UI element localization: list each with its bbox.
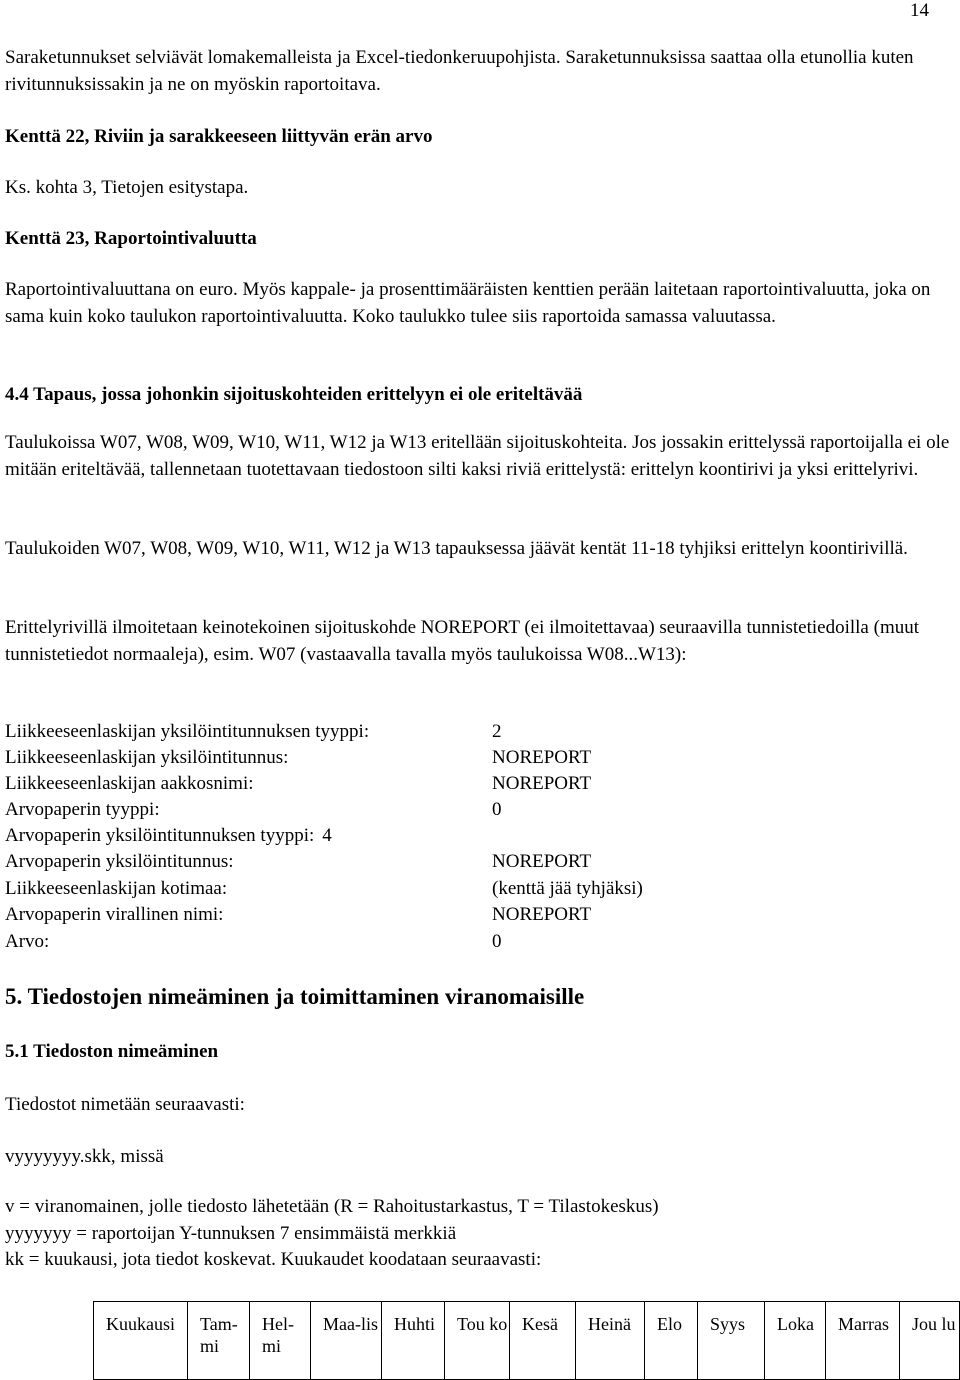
identifier-row	[5, 745, 905, 771]
month-cell: Tam-mi	[188, 1302, 250, 1380]
identifier-label: Arvopaperin tyyppi:	[5, 799, 160, 820]
identifier-value: 4	[322, 825, 332, 846]
identifier-label: Liikkeeseenlaskijan yksilöintitunnus:	[5, 747, 289, 768]
field22-heading: Kenttä 22, Riviin ja sarakkeeseen liittyvän erän arvo	[5, 126, 433, 147]
identifier-value: NOREPORT	[492, 904, 592, 925]
identifier-label: Arvopaperin yksilöintitunnuksen tyyppi:	[5, 825, 315, 846]
identifier-label: Liikkeeseenlaskijan kotimaa:	[5, 878, 228, 899]
identifier-value: 0	[492, 799, 502, 820]
identifier-label: Liikkeeseenlaskijan aakkosnimi:	[5, 773, 254, 794]
identifier-value: (kenttä jää tyhjäksi)	[492, 878, 643, 899]
identifier-label: Arvopaperin yksilöintitunnus:	[5, 851, 234, 872]
identifier-row	[5, 902, 905, 928]
month-cell: Loka	[765, 1302, 826, 1380]
section44-heading: 4.4 Tapaus, jossa johonkin sijoituskohteiden erittelyyn ei ole eriteltävää	[5, 384, 583, 405]
month-cell: Hel-mi	[250, 1302, 311, 1380]
section51-heading: 5.1 Tiedoston nimeäminen	[5, 1041, 219, 1062]
definition-v: v = viranomainen, jolle tiedosto lähetetään (R = Rahoitustarkastus, T = Tilastokeskus)	[5, 1196, 659, 1217]
month-cell: Kesä	[510, 1302, 576, 1380]
identifier-value: NOREPORT	[492, 851, 592, 872]
section5-heading: 5. Tiedostojen nimeäminen ja toimittaminen viranomaisille	[5, 984, 585, 1009]
identifier-row	[5, 876, 905, 902]
identifier-label: Liikkeeseenlaskijan yksilöintitunnuksen tyyppi:	[5, 721, 370, 742]
identifier-row	[5, 823, 905, 849]
identifier-row	[5, 719, 905, 745]
month-cell: Elo	[645, 1302, 698, 1380]
definition-k: kk = kuukausi, jota tiedot koskevat. Kuukaudet koodataan seuraavasti:	[5, 1249, 542, 1270]
month-cell: Syys	[698, 1302, 765, 1380]
naming-pattern: vyyyyyyy.skk, missä	[5, 1146, 164, 1167]
identifier-row	[5, 849, 905, 875]
naming-intro: Tiedostot nimetään seuraavasti:	[5, 1094, 245, 1115]
month-cell: Heinä	[576, 1302, 645, 1380]
section44-paragraph-3: Erittelyrivillä ilmoitetaan keinotekoinen sijoituskohde NOREPORT (ei ilmoitettavaa) seuraavilla tunnistetiedoilla (muut tunnistetiedot normaaleja), esim. W07 (vastaavalla tavalla myös taulukoissa W08...W13):	[5, 617, 920, 665]
month-cell: Jou lu	[900, 1302, 960, 1380]
months-table	[93, 1301, 960, 1380]
identifier-row	[5, 771, 905, 797]
months-header-cell: Kuukausi	[94, 1302, 188, 1380]
intro-paragraph: Saraketunnukset selviävät lomakemalleista ja Excel-tiedonkeruupohjista. Saraketunnuksissa saattaa olla etunollia kuten rivitunnuksissakin ja ne on myöskin raportoitava.	[5, 47, 914, 95]
field23-heading: Kenttä 23, Raportointivaluutta	[5, 228, 257, 249]
field23-text: Raportointivaluuttana on euro. Myös kappale- ja prosenttimääräisten kenttien perään laitetaan raportointivaluutta, joka on sama kuin koko taulukon raportointivaluutta. Koko taulukko tulee siis raportoida samassa valuutassa.	[5, 279, 931, 327]
identifier-value: 0	[492, 931, 502, 952]
identifier-row	[5, 797, 905, 823]
month-cell: Huhti	[382, 1302, 445, 1380]
page-number: 14	[910, 0, 929, 21]
identifier-label: Arvo:	[5, 931, 50, 952]
months-row	[94, 1302, 960, 1380]
field22-text: Ks. kohta 3, Tietojen esitystapa.	[5, 177, 249, 198]
identifier-value: 2	[492, 721, 502, 742]
section44-paragraph-1: Taulukoissa W07, W08, W09, W10, W11, W12 ja W13 eritellään sijoituskohteita. Jos jossakin erittelyssä raportoijalla ei ole mitään eriteltävää, tallennetaan tuotettavaan tiedostoon silti kaksi riviä erittelystä: erittelyn koontirivi ja yksi erittelyrivi.	[5, 432, 950, 480]
month-cell: Marras	[826, 1302, 900, 1380]
identifier-label: Arvopaperin virallinen nimi:	[5, 904, 224, 925]
definition-y: yyyyyyy = raportoijan Y-tunnuksen 7 ensimmäistä merkkiä	[5, 1223, 457, 1244]
identifier-value: NOREPORT	[492, 773, 592, 794]
identifier-value: NOREPORT	[492, 747, 592, 768]
identifier-row	[5, 929, 905, 955]
month-cell: Maa-lis	[311, 1302, 382, 1380]
month-cell: Tou ko	[445, 1302, 510, 1380]
section44-paragraph-2: Taulukoiden W07, W08, W09, W10, W11, W12 ja W13 tapauksessa jäävät kentät 11-18 tyhjiksi erittelyn koontirivillä.	[5, 538, 908, 559]
